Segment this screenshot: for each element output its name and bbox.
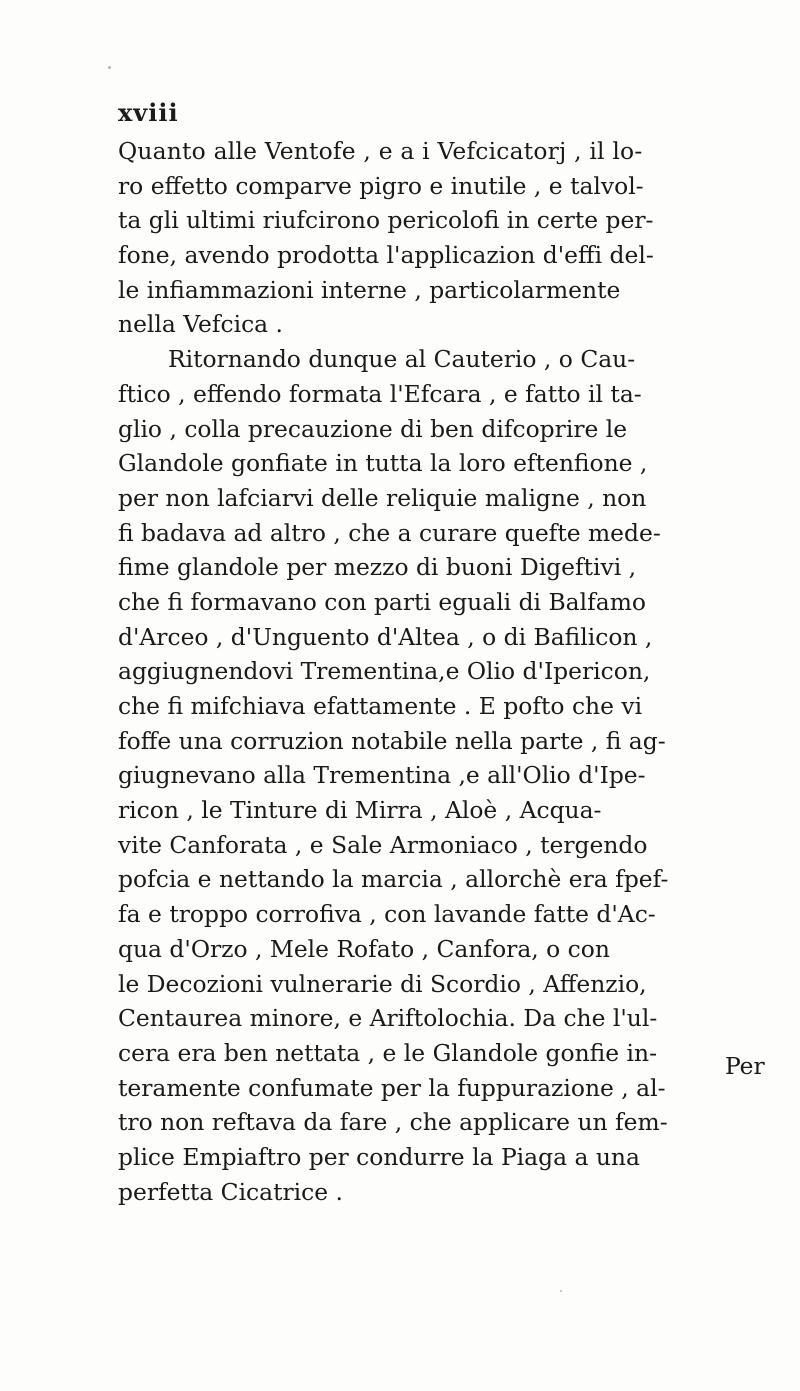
text-line: ta gli ultimi riufcirono pericolofi in certe per- [118, 206, 654, 235]
text-line: qua d'Orzo , Mele Rofato , Canfora, o con [118, 934, 610, 963]
text-line: aggiugnendovi Trementina,e Olio d'Ipericon, [118, 657, 651, 686]
text-line: fi badava ad altro , che a curare quefte mede- [118, 518, 661, 547]
text-line: ricon , le Tinture di Mirra , Aloè , Acqua- [118, 796, 602, 825]
text-line: teramente confumate per la fuppurazione , al- [118, 1073, 666, 1102]
text-line: fa e troppo corrofiva , con lavande fatte d'Ac- [118, 900, 656, 929]
text-line: perfetta Cicatrice . [118, 1177, 343, 1206]
text-line: ro effetto comparve pigro e inutile , e talvol- [118, 171, 644, 200]
page-number: xviii [118, 98, 179, 127]
paper-speck [560, 1290, 562, 1292]
text-line: ftico , effendo formata l'Efcara , e fatto il ta- [118, 379, 642, 408]
text-line: che fi mifchiava efattamente . E pofto che vi [118, 692, 643, 720]
text-line: le Decozioni vulnerarie di Scordio , Affenzio, [118, 969, 647, 998]
text-line: plice Empiaftro per condurre la Piaga a una [118, 1142, 640, 1171]
text-line: vite Canforata , e Sale Armoniaco , tergendo [118, 830, 648, 859]
text-line: per non lafciarvi delle reliquie maligne , non [118, 483, 647, 512]
text-line: foffe una corruzion notabile nella parte , fi ag- [118, 726, 666, 755]
paper-speck [108, 66, 111, 69]
text-line: che fi formavano con parti eguali di Balfamo [118, 587, 646, 616]
catchword: Per [725, 1052, 765, 1080]
text-line: glio , colla precauzione di ben difcoprire le [118, 414, 628, 443]
text-line: Ritornando dunque al Cauterio , o Cau- [168, 345, 636, 374]
text-line: cera era ben nettata , e le Glandole gonfie in- [118, 1038, 658, 1067]
text-line: d'Arceo , d'Unguento d'Altea , o di Bafilicon , [118, 622, 653, 651]
text-line: Glandole gonfiate in tutta la loro eftenfione , [118, 449, 648, 478]
text-line: Centaurea minore, e Ariftolochia. Da che l'ul- [118, 1004, 658, 1033]
text-line: fone, avendo prodotta l'applicazion d'effi del- [118, 241, 654, 270]
text-line: tro non reftava da fare , che applicare un fem- [118, 1108, 668, 1137]
text-line: giugnevano alla Trementina ,e all'Olio d'Ipe- [118, 761, 646, 790]
body-text [118, 134, 790, 1209]
text-line: pofcia e nettando la marcia , allorchè era fpef- [118, 865, 669, 894]
text-line: fime glandole per mezzo di buoni Digeftivi , [118, 553, 637, 582]
text-line: le infiammazioni interne , particolarmente [118, 275, 621, 304]
text-line: Quanto alle Ventofe , e a i Vefcicatorj , il lo- [118, 137, 643, 165]
text-line: nella Vefcica . [118, 310, 283, 339]
